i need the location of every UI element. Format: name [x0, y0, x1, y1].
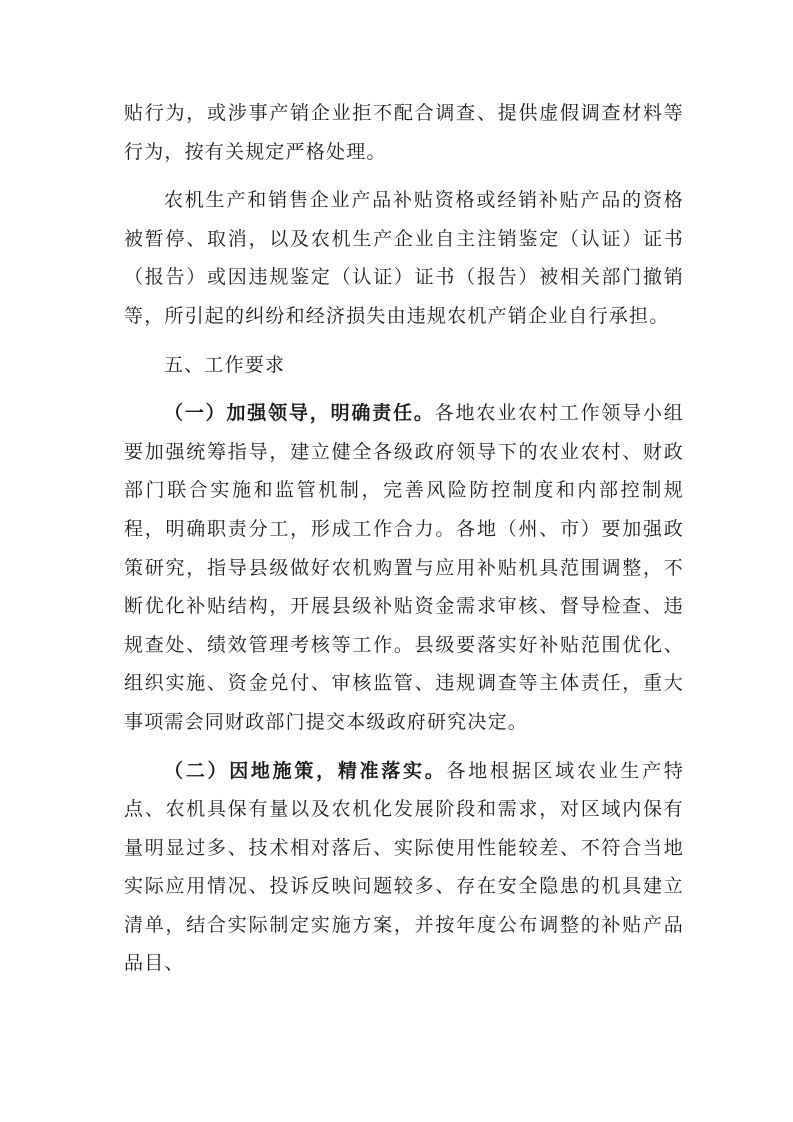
paragraph-gap	[124, 742, 684, 752]
item-2-lead: （二）因地施策，精准落实。	[164, 759, 447, 782]
paragraph-local-measures	[124, 752, 684, 984]
paragraph-gap	[124, 336, 684, 346]
paragraph-leadership	[124, 394, 684, 741]
paragraph-subsidy-qualification: 农机生产和销售企业产品补贴资格或经销补贴产品的资格被暂停、取消，以及农机生产企业自主注销鉴定（认证）证书（报告）或因违规鉴定（认证）证书（报告）被相关部门撤销等，所引起的纠纷和经济损失由违规农机产销企业自行承担。	[124, 189, 684, 327]
paragraph-continuation: 贴行为，或涉事产销企业拒不配合调查、提供虚假调查材料等行为，按有关规定严格处理。	[124, 102, 684, 163]
section-heading-work-requirements: 五、工作要求	[164, 353, 286, 376]
item-1-lead: （一）加强领导，明确责任。	[164, 402, 435, 425]
paragraph-gap	[124, 171, 684, 181]
item-1-text: 各地农业农村工作领导小组要加强统筹指导，建立健全各级政府领导下的农业农村、财政部门联合实施和监管机制，完善风险防控制度和内部控制规程，明确职责分工，形成工作合力。各地（州、市）要加强政策研究，指导县级做好农机购置与应用补贴机具范围调整，不断优化补贴结构，开展县级补贴资金需求审核、督导检查、违规查处、绩效管理考核等工作。县级要落实好补贴范围优化、组织实施、资金兑付、审核监管、违规调查等主体责任，重大事项需会同财政部门提交本级政府研究决定。	[124, 402, 684, 733]
document-body	[124, 94, 684, 983]
item-2-text: 各地根据区域农业生产特点、农机具保有量以及农机化发展阶段和需求，对区域内保有量明显过多、技术相对落后、实际使用性能较差、不符合当地实际应用情况、投诉反映问题较多、存在安全隐患的机具建立清单，结合实际制定实施方案，并按年度公布调整的补贴产品品目、	[124, 759, 684, 975]
paragraph-gap	[124, 384, 684, 394]
